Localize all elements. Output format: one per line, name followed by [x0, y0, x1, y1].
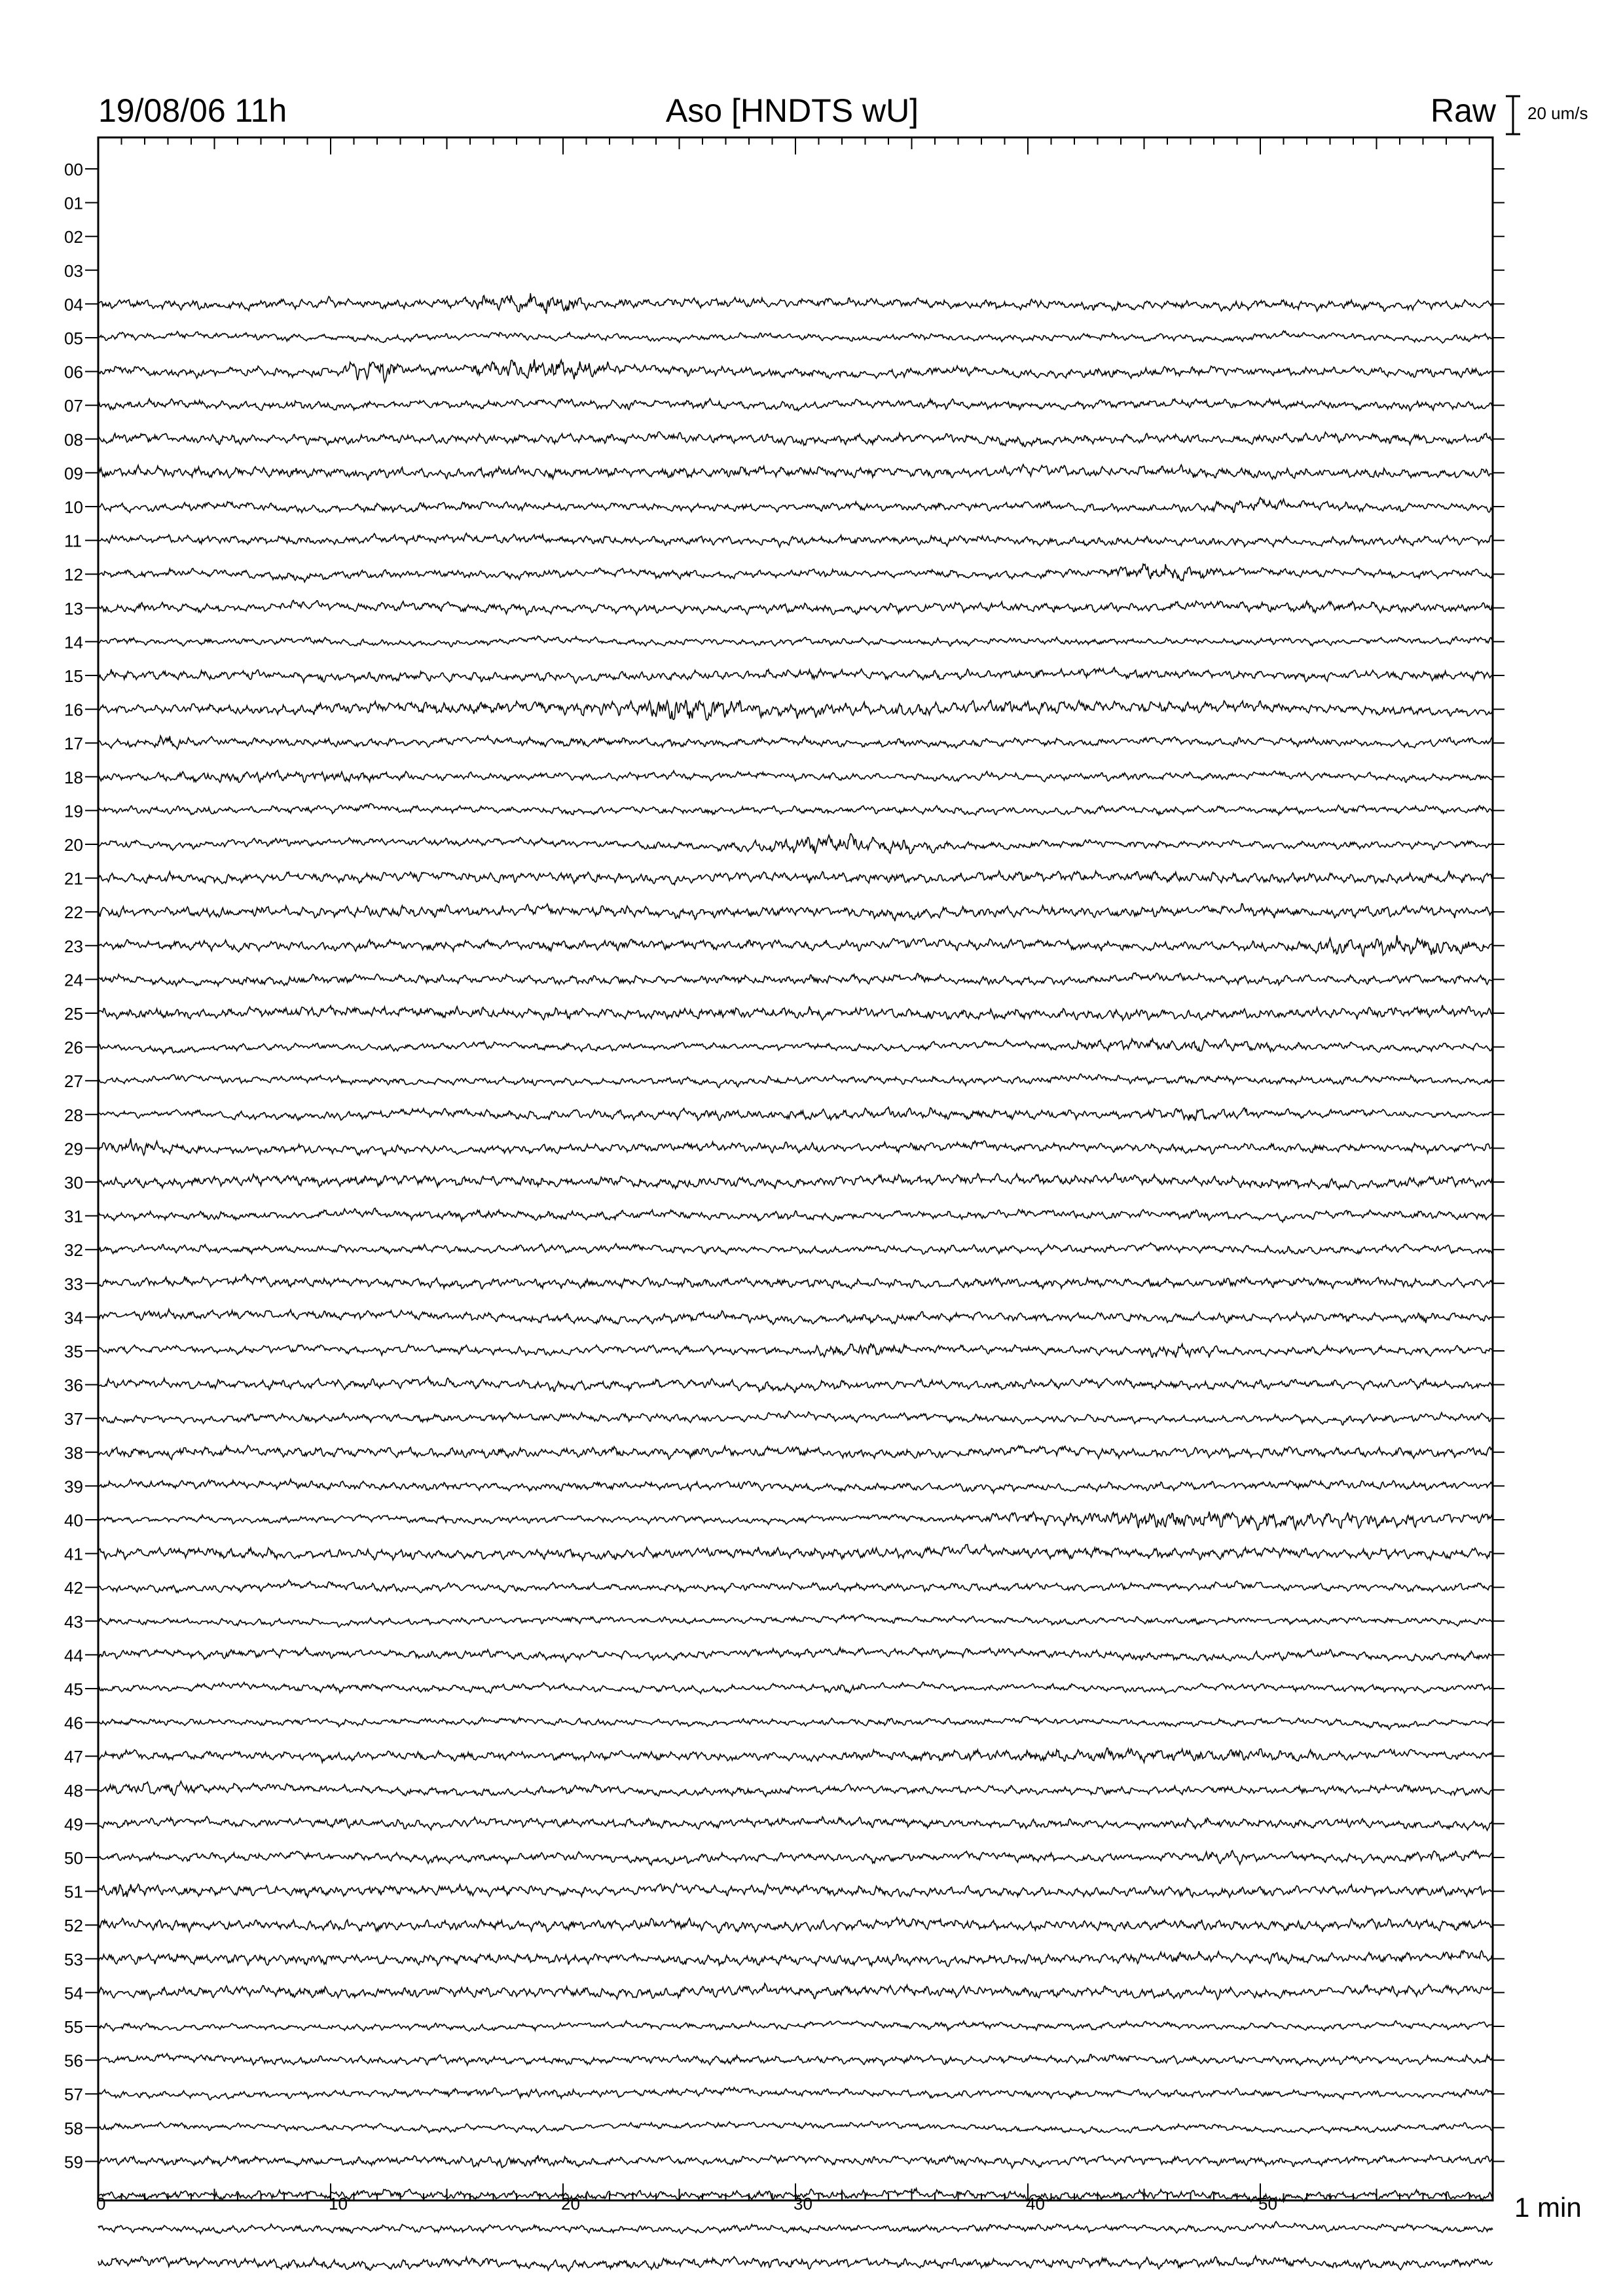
trace-row-56: [98, 2054, 1493, 2066]
row-label-48: 48: [64, 1780, 83, 1801]
trace-row-33: [98, 1274, 1493, 1289]
row-label-17: 17: [64, 734, 83, 754]
row-label-56: 56: [64, 2051, 83, 2071]
row-label-13: 13: [64, 598, 83, 619]
row-label-57: 57: [64, 2085, 83, 2105]
row-label-08: 08: [64, 429, 83, 450]
trace-row-31: [98, 1208, 1493, 1222]
trace-row-36: [98, 1377, 1493, 1393]
row-label-26: 26: [64, 1037, 83, 1058]
trace-row-43: [98, 1615, 1493, 1628]
row-label-31: 31: [64, 1206, 83, 1227]
row-label-54: 54: [64, 1983, 83, 2003]
row-label-45: 45: [64, 1679, 83, 1699]
trace-row-8: [98, 432, 1493, 447]
plot-frame: [98, 137, 1493, 2200]
trace-row-30: [98, 1174, 1493, 1189]
row-label-25: 25: [64, 1004, 83, 1024]
trace-row-19: [98, 804, 1493, 816]
trace-row-32: [98, 1243, 1493, 1255]
trace-row-50: [98, 1850, 1493, 1865]
row-label-37: 37: [64, 1409, 83, 1429]
trace-row-5: [98, 331, 1493, 344]
trace-row-24: [98, 973, 1493, 986]
trace-row-53: [98, 1950, 1493, 1966]
trace-row-18: [98, 770, 1493, 782]
trace-row-39: [98, 1479, 1493, 1493]
trace-row-13: [98, 600, 1493, 615]
row-label-05: 05: [64, 329, 83, 348]
row-label-21: 21: [64, 869, 83, 889]
row-label-22: 22: [64, 903, 83, 923]
row-label-19: 19: [64, 801, 83, 821]
traces-group: [98, 293, 1493, 2271]
row-label-20: 20: [64, 835, 83, 855]
row-label-03: 03: [64, 260, 83, 281]
row-label-38: 38: [64, 1443, 83, 1463]
trace-row-51: [98, 1884, 1493, 1897]
row-label-02: 02: [64, 227, 83, 247]
row-label-53: 53: [64, 1949, 83, 1969]
x-tick-label-30: 30: [793, 2194, 812, 2214]
trace-row-15: [98, 668, 1493, 683]
row-label-30: 30: [64, 1173, 83, 1193]
row-label-24: 24: [64, 970, 83, 990]
trace-row-34: [98, 1309, 1493, 1324]
row-label-33: 33: [64, 1274, 83, 1294]
trace-row-37: [98, 1411, 1493, 1425]
row-label-06: 06: [64, 362, 83, 382]
trace-row-22: [98, 904, 1493, 922]
trace-row-21: [98, 870, 1493, 884]
trace-row-44: [98, 1648, 1493, 1662]
trace-row-55: [98, 2021, 1493, 2032]
trace-row-10: [98, 497, 1493, 512]
trace-row-11: [98, 533, 1493, 547]
row-label-44: 44: [64, 1645, 83, 1666]
row-label-52: 52: [64, 1916, 83, 1936]
row-label-11: 11: [64, 531, 82, 551]
row-label-09: 09: [64, 463, 83, 484]
row-label-36: 36: [64, 1375, 83, 1395]
trace-row-7: [98, 399, 1493, 411]
trace-row-29: [98, 1138, 1493, 1155]
x-tick-label-40: 40: [1026, 2194, 1045, 2214]
trace-row-38: [98, 1445, 1493, 1460]
trace-row-6: [98, 359, 1493, 382]
trace-row-47: [98, 1748, 1493, 1763]
trace-row-46: [98, 1717, 1493, 1730]
date-label: 19/08/06 11h: [98, 92, 287, 129]
x-tick-label-50: 50: [1258, 2194, 1277, 2214]
row-label-39: 39: [64, 1477, 83, 1497]
row-labels-group: [64, 160, 83, 2172]
trace-row-58: [98, 2121, 1493, 2133]
trace-row-28: [98, 1107, 1493, 1121]
row-label-23: 23: [64, 936, 83, 956]
trace-row-9: [98, 465, 1493, 481]
trace-row-26: [98, 1039, 1493, 1054]
trace-row-35: [98, 1344, 1493, 1357]
row-label-12: 12: [64, 565, 83, 585]
x-tick-label-20: 20: [561, 2194, 580, 2214]
trace-row-4: [98, 293, 1493, 314]
x-axis-unit-label: 1 min: [1514, 2192, 1582, 2223]
row-label-34: 34: [64, 1308, 83, 1328]
trace-row-16: [98, 700, 1493, 720]
trace-row-57: [98, 2087, 1493, 2100]
row-label-32: 32: [64, 1240, 83, 1261]
row-label-14: 14: [64, 632, 83, 653]
trace-row-41: [98, 1545, 1493, 1560]
amplitude-scale-bar: [1506, 96, 1520, 134]
trace-row-45: [98, 1682, 1493, 1694]
row-label-51: 51: [64, 1882, 83, 1902]
row-label-16: 16: [64, 700, 83, 720]
row-label-04: 04: [64, 295, 83, 315]
trace-row-40: [98, 1512, 1493, 1530]
row-label-46: 46: [64, 1713, 83, 1733]
row-label-10: 10: [64, 497, 83, 517]
trace-row-48: [98, 1782, 1493, 1797]
trace-row-23: [98, 935, 1493, 956]
trace-row-12: [98, 564, 1493, 583]
row-label-41: 41: [64, 1544, 83, 1564]
chart-title: Aso [HNDTS wU]: [665, 92, 919, 129]
trace-row-54: [98, 1983, 1493, 2000]
row-label-59: 59: [64, 2152, 83, 2172]
row-label-00: 00: [64, 160, 83, 179]
row-label-50: 50: [64, 1848, 83, 1868]
row-label-47: 47: [64, 1747, 83, 1767]
row-label-43: 43: [64, 1611, 83, 1632]
row-label-58: 58: [64, 2118, 83, 2138]
trace-row-42: [98, 1580, 1493, 1593]
row-label-27: 27: [64, 1071, 83, 1092]
row-label-01: 01: [64, 193, 83, 213]
row-label-28: 28: [64, 1105, 83, 1125]
row-label-18: 18: [64, 767, 83, 787]
trace-row-59: [98, 2155, 1493, 2168]
trace-row-52: [98, 1918, 1493, 1933]
trace-row-17: [98, 736, 1493, 749]
mode-label: Raw: [1431, 92, 1497, 129]
row-label-40: 40: [64, 1511, 83, 1530]
x-tick-label-10: 10: [329, 2194, 348, 2214]
x-tick-label-0: 0: [96, 2194, 106, 2214]
trace-row-49: [98, 1816, 1493, 1830]
trace-row-61: [98, 2221, 1493, 2234]
trace-row-20: [98, 834, 1493, 853]
trace-row-25: [98, 1005, 1493, 1020]
row-label-49: 49: [64, 1814, 83, 1835]
row-label-42: 42: [64, 1578, 83, 1598]
trace-row-14: [98, 636, 1493, 647]
row-label-35: 35: [64, 1342, 83, 1361]
amplitude-scale-label: 20 um/s: [1527, 103, 1588, 123]
row-label-07: 07: [64, 396, 83, 416]
trace-row-27: [98, 1074, 1493, 1088]
trace-row-62: [98, 2256, 1493, 2271]
row-label-55: 55: [64, 2017, 83, 2037]
row-label-15: 15: [64, 666, 83, 686]
row-label-29: 29: [64, 1139, 83, 1159]
